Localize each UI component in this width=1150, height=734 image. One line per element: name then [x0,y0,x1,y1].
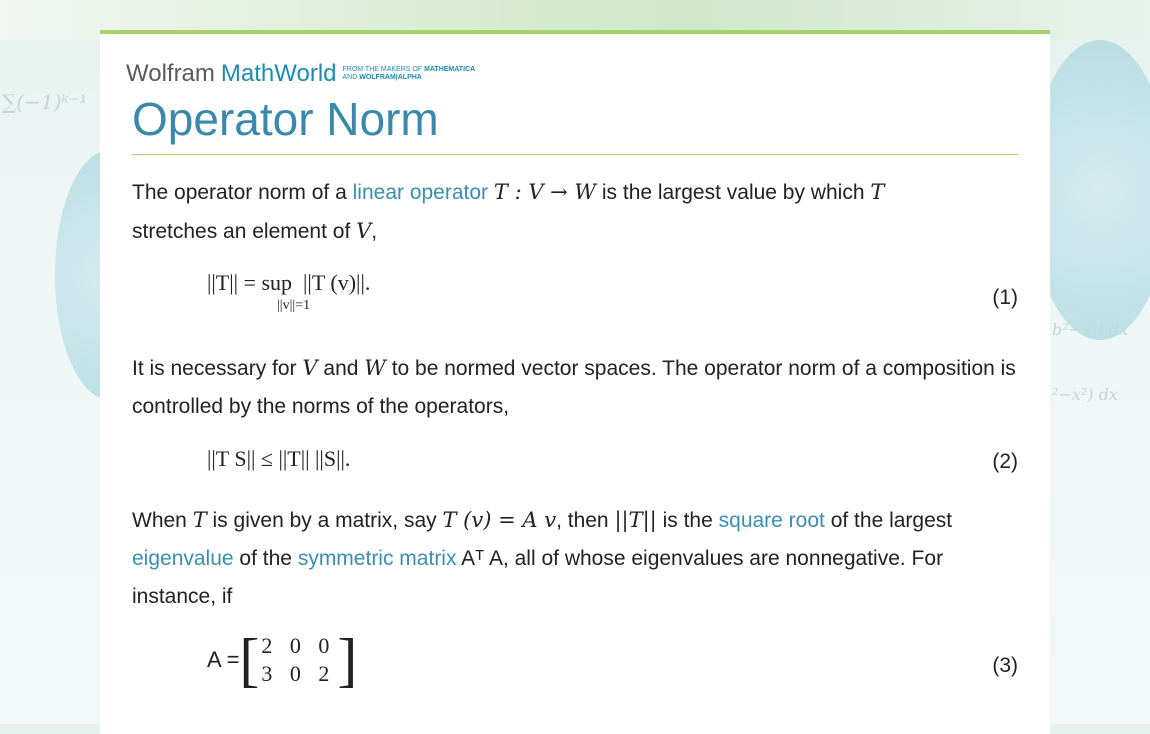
paragraph-2: It is necessary for V and W to be normed vector spaces. The operator norm of a composition is controlled by the norms of the operators, [132,356,1016,418]
logo-brand: Wolfram [126,60,215,87]
mathworld-logo[interactable] [126,60,475,88]
paragraph-1: The operator norm of a linear operator T : V → W is the largest value by which T stretches an element of V, [132,180,885,243]
link-symmetric-matrix[interactable]: symmetric matrix [297,547,457,570]
equation-2: ||T S|| ≤ ||T|| ||S||. [207,446,351,471]
equation-number-2: (2) [992,450,1018,473]
article-panel [100,30,1050,734]
equation-number-1: (1) [992,286,1018,309]
background-math-decoration: b²−x²) dx [1052,320,1129,339]
background-math-decoration: ²−x²) dx [1052,385,1118,404]
link-linear-operator[interactable]: linear operator [352,181,489,204]
link-eigenvalue[interactable]: eigenvalue [132,547,234,570]
logo-tagline: FROM THE MAKERS OF MATHEMATICA AND WOLFRAM|ALPHA [342,66,476,81]
equation-number-3: (3) [992,654,1018,677]
link-square-root[interactable]: square root [718,509,825,532]
page-title: Operator Norm [132,93,439,145]
logo-product: MathWorld [220,60,337,87]
paragraph-3: When T is given by a matrix, say T (v) = A v, then ||T|| is the square root of the largest eigenvalue of the symmetric matrix Aᵀ A, all of whose eigenvalues are nonnegative. For instance, if [132,508,953,608]
equation-3: A = [ 2 0 0 3 0 2 ] [207,627,358,693]
background-math-decoration: ∑(−1)ᵏ⁻¹ [2,90,88,114]
title-divider [132,154,1018,155]
equation-1: ||T|| = sup ||T (v)||. ||v||=1 [207,270,371,313]
